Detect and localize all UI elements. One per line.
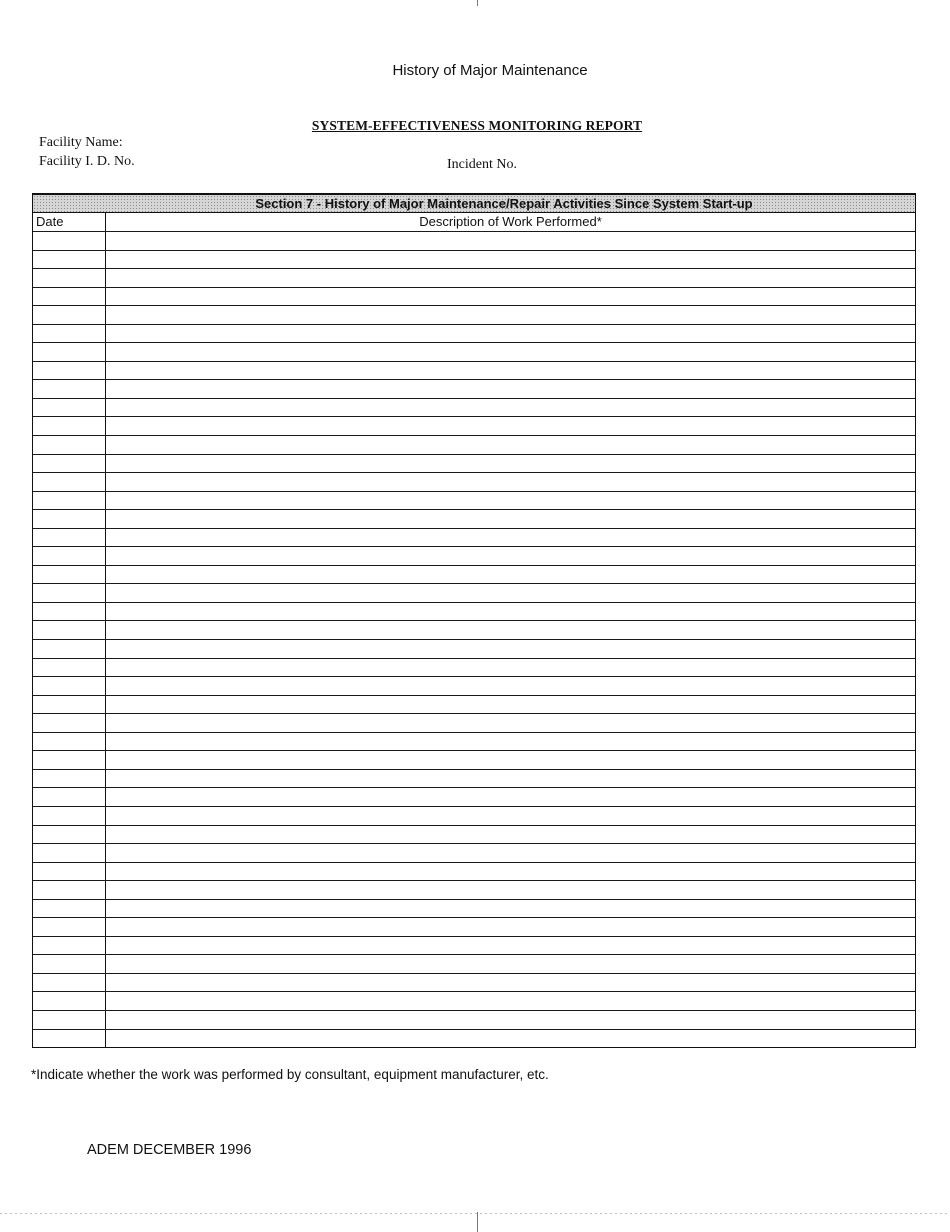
- date-cell: [33, 399, 106, 417]
- table-row: [33, 974, 915, 993]
- description-cell: [106, 547, 915, 565]
- description-cell: [106, 306, 915, 324]
- table-row: [33, 1030, 915, 1048]
- table-row: [33, 826, 915, 845]
- date-cell: [33, 659, 106, 677]
- table-row: [33, 751, 915, 770]
- table-row: [33, 640, 915, 659]
- description-cell: [106, 510, 915, 528]
- table-row: [33, 900, 915, 919]
- description-cell: [106, 955, 915, 973]
- description-cell: [106, 788, 915, 806]
- table-row: [33, 436, 915, 455]
- date-cell: [33, 788, 106, 806]
- description-cell: [106, 251, 915, 269]
- description-cell: [106, 232, 915, 250]
- description-cell: [106, 269, 915, 287]
- table-row: [33, 343, 915, 362]
- date-cell: [33, 455, 106, 473]
- table-row: [33, 380, 915, 399]
- date-cell: [33, 751, 106, 769]
- description-cell: [106, 900, 915, 918]
- table-row: [33, 733, 915, 752]
- description-cell: [106, 603, 915, 621]
- table-row: [33, 955, 915, 974]
- table-row: [33, 788, 915, 807]
- table-row: [33, 1011, 915, 1030]
- table-row: [33, 325, 915, 344]
- date-cell: [33, 881, 106, 899]
- description-cell: [106, 826, 915, 844]
- table-row: [33, 696, 915, 715]
- date-cell: [33, 974, 106, 992]
- column-header-row: [33, 213, 915, 232]
- date-cell: [33, 992, 106, 1010]
- table-row: [33, 288, 915, 307]
- date-cell: [33, 325, 106, 343]
- description-cell: [106, 1011, 915, 1029]
- description-cell: [106, 881, 915, 899]
- date-cell: [33, 1030, 106, 1048]
- description-cell: [106, 807, 915, 825]
- date-cell: [33, 380, 106, 398]
- date-cell: [33, 1011, 106, 1029]
- description-cell: [106, 937, 915, 955]
- table-row: [33, 251, 915, 270]
- date-cell: [33, 863, 106, 881]
- description-cell: [106, 770, 915, 788]
- description-cell: [106, 325, 915, 343]
- scan-mark: [477, 1212, 478, 1232]
- description-cell: [106, 714, 915, 732]
- description-cell: [106, 863, 915, 881]
- facility-name-label: Facility Name:: [39, 135, 123, 150]
- table-row: [33, 770, 915, 789]
- date-cell: [33, 640, 106, 658]
- date-cell: [33, 918, 106, 936]
- table-row: [33, 621, 915, 640]
- description-cell: [106, 399, 915, 417]
- date-cell: [33, 733, 106, 751]
- column-header-date: Date: [33, 213, 106, 231]
- description-cell: [106, 566, 915, 584]
- description-cell: [106, 677, 915, 695]
- date-cell: [33, 362, 106, 380]
- incident-number-label: Incident No.: [447, 157, 517, 172]
- table-row: [33, 492, 915, 511]
- description-cell: [106, 751, 915, 769]
- date-cell: [33, 696, 106, 714]
- description-cell: [106, 974, 915, 992]
- date-cell: [33, 306, 106, 324]
- table-row: [33, 881, 915, 900]
- date-cell: [33, 807, 106, 825]
- date-cell: [33, 937, 106, 955]
- table-row: [33, 269, 915, 288]
- date-cell: [33, 529, 106, 547]
- date-cell: [33, 584, 106, 602]
- table-row: [33, 807, 915, 826]
- table-row: [33, 362, 915, 381]
- date-cell: [33, 714, 106, 732]
- date-cell: [33, 826, 106, 844]
- description-cell: [106, 380, 915, 398]
- date-cell: [33, 900, 106, 918]
- date-cell: [33, 677, 106, 695]
- date-cell: [33, 417, 106, 435]
- date-cell: [33, 770, 106, 788]
- table-row: [33, 863, 915, 882]
- description-cell: [106, 417, 915, 435]
- table-row: [33, 992, 915, 1011]
- description-cell: [106, 696, 915, 714]
- table-row: [33, 603, 915, 622]
- description-cell: [106, 844, 915, 862]
- table-row: [33, 455, 915, 474]
- description-cell: [106, 529, 915, 547]
- date-cell: [33, 603, 106, 621]
- date-cell: [33, 269, 106, 287]
- table-row: [33, 232, 915, 251]
- facility-id-label: Facility I. D. No.: [39, 154, 135, 169]
- report-title: SYSTEM-EFFECTIVENESS MONITORING REPORT: [311, 118, 643, 133]
- table-row: [33, 510, 915, 529]
- table-row: [33, 918, 915, 937]
- description-cell: [106, 918, 915, 936]
- description-cell: [106, 659, 915, 677]
- description-cell: [106, 621, 915, 639]
- maintenance-history-table: [32, 193, 916, 1048]
- description-cell: [106, 584, 915, 602]
- footer-label: ADEM DECEMBER 1996: [87, 1142, 252, 1158]
- description-cell: [106, 455, 915, 473]
- description-cell: [106, 288, 915, 306]
- date-cell: [33, 473, 106, 491]
- date-cell: [33, 232, 106, 250]
- scan-artifact-line: [0, 1213, 950, 1214]
- document-title: History of Major Maintenance: [392, 62, 588, 79]
- table-row: [33, 547, 915, 566]
- description-cell: [106, 343, 915, 361]
- description-cell: [106, 436, 915, 454]
- date-cell: [33, 436, 106, 454]
- table-row: [33, 937, 915, 956]
- table-row: [33, 399, 915, 418]
- date-cell: [33, 343, 106, 361]
- description-cell: [106, 733, 915, 751]
- date-cell: [33, 251, 106, 269]
- date-cell: [33, 288, 106, 306]
- table-row: [33, 566, 915, 585]
- table-row: [33, 529, 915, 548]
- date-cell: [33, 492, 106, 510]
- table-row: [33, 659, 915, 678]
- date-cell: [33, 566, 106, 584]
- table-row: [33, 714, 915, 733]
- description-cell: [106, 640, 915, 658]
- table-row: [33, 417, 915, 436]
- description-cell: [106, 473, 915, 491]
- date-cell: [33, 844, 106, 862]
- date-cell: [33, 510, 106, 528]
- date-cell: [33, 621, 106, 639]
- description-cell: [106, 1030, 915, 1048]
- description-cell: [106, 362, 915, 380]
- description-cell: [106, 992, 915, 1010]
- footnote: *Indicate whether the work was performed by consultant, equipment manufacturer, etc.: [31, 1067, 549, 1082]
- table-row: [33, 473, 915, 492]
- date-cell: [33, 955, 106, 973]
- table-row: [33, 306, 915, 325]
- scan-mark: [477, 0, 478, 6]
- date-cell: [33, 547, 106, 565]
- table-body: [33, 232, 915, 1047]
- column-header-description: Description of Work Performed*: [419, 214, 602, 229]
- description-cell: [106, 492, 915, 510]
- table-row: [33, 584, 915, 603]
- table-row: [33, 677, 915, 696]
- section-header: Section 7 - History of Major Maintenance/Repair Activities Since System Start-up: [33, 195, 915, 213]
- table-row: [33, 844, 915, 863]
